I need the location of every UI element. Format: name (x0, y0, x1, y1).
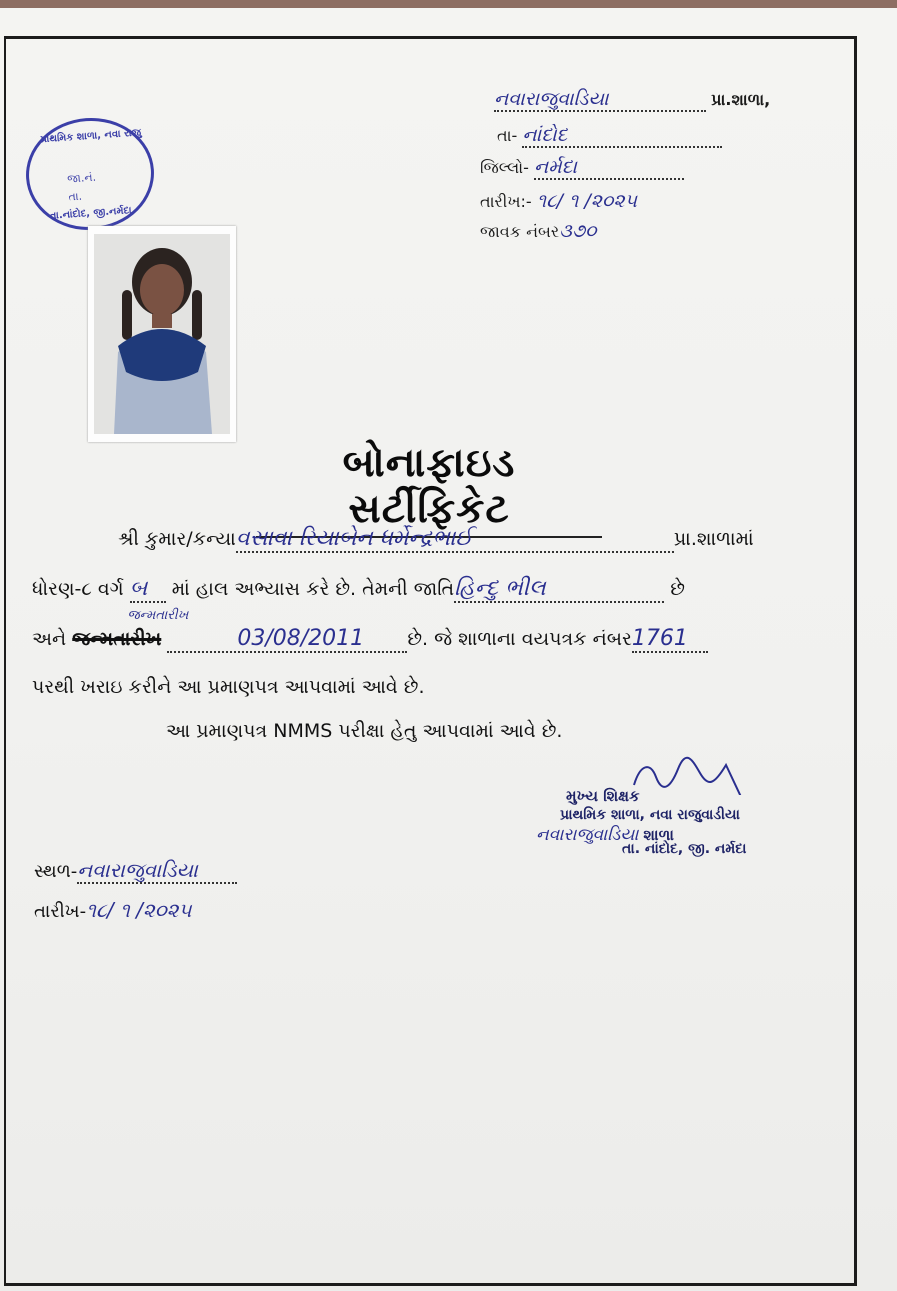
signature-scribble-icon (630, 755, 750, 795)
footer-date-handwritten: ૧૮/ ૧ /૨૦૨૫ (86, 898, 192, 922)
body-l3-mid: છે. જે શાળાના વયપત્રક નંબર (407, 628, 632, 650)
footer-date-label: તારીખ- (34, 901, 87, 922)
body-line-2 (32, 576, 685, 603)
school-name-handwritten: નવારાજુવાડિયા (494, 88, 706, 112)
body-line-5: આ પ્રમાણપત્ર NMMS પરીક્ષા હેતુ આપવામાં આવે છે. (166, 720, 563, 742)
caste-handwritten: હિન્દુ ભીલ (454, 576, 664, 603)
district-handwritten: નર્મદા (534, 156, 684, 180)
signature-school-handwritten: નવારાજુવાડિયા (536, 825, 639, 845)
body-line-3 (32, 608, 708, 653)
header-outward-line (480, 220, 596, 242)
header-school-line (494, 88, 770, 112)
header-taluka-line (497, 124, 722, 148)
division-handwritten: બ (130, 576, 166, 603)
signature-block (530, 755, 830, 855)
outward-label: જાવક નંબર (480, 222, 560, 241)
footer-date-line (34, 898, 192, 922)
dob-value: 03/08/2011 (237, 626, 365, 651)
signature-address: તા. નાંદોદ, જી. નર્મદા (622, 841, 747, 857)
student-name-handwritten: વસાવા રિયાબેન ધર્મેન્દ્રભાઈ (236, 526, 674, 553)
background-strip (0, 0, 897, 8)
stamp-inner (67, 169, 98, 207)
stamp-line-1: જા.નં. (66, 170, 97, 186)
stamp-bottom-text: તા.નાંદોદ, જી.નર્મદા (49, 205, 132, 222)
body-l2-mid: માં હાલ અભ્યાસ કરે છે. તેમની જાતિ (171, 578, 455, 600)
body-l1-prefix: શ્રી કુમાર/કન્યા (118, 528, 236, 550)
student-photo-image (94, 234, 230, 434)
register-handwritten: 1761 (632, 626, 708, 653)
body-l1-suffix: પ્રા.શાળામાં (673, 528, 754, 550)
place-handwritten: નવારાજુવાડિયા (77, 858, 237, 884)
body-l2-std: ધોરણ-૮ વર્ગ (32, 578, 124, 600)
student-photo (88, 226, 236, 442)
header-date-line (480, 190, 637, 212)
dob-label-handwritten: જન્મતારીખ (127, 608, 189, 623)
outward-handwritten: ૩૭૦ (559, 220, 597, 242)
place-label: સ્થળ- (34, 861, 78, 882)
taluka-label: તા- (497, 126, 518, 145)
taluka-handwritten: નાંદોદ (522, 124, 722, 148)
header-district-line (480, 156, 684, 180)
footer-place-line (34, 858, 237, 884)
date-handwritten: ૧૮/ ૧ /૨૦૨૫ (536, 190, 637, 212)
dob-handwritten (127, 608, 407, 653)
body-line-1 (118, 526, 754, 553)
body-l3-prefix: અને (32, 628, 67, 650)
signature-role: મુખ્ય શિક્ષક (566, 787, 640, 805)
district-label: જિલ્લો- (480, 158, 529, 177)
page-border (4, 36, 857, 1286)
body-l2-end: છે (670, 578, 685, 600)
body-line-4: પરથી ખરાઇ કરીને આ પ્રમાણપત્ર આપવામાં આવે છે. (32, 676, 425, 698)
date-label: તારીખ:- (480, 192, 532, 211)
stamp-top-text: પ્રાથમિક શાળા, નવા રાજુ (40, 127, 142, 146)
signature-school: પ્રાથમિક શાળા, નવા રાજુવાડીયા (560, 807, 740, 823)
stamp-line-2: તા. (68, 189, 83, 204)
school-suffix: પ્રા.શાળા, (711, 90, 771, 109)
struck-word: જન્મતારીખ (72, 628, 162, 650)
certificate-title: બોનાફાઇડ સર્ટીફિકેટ (256, 440, 602, 538)
signature-suffix: શાળા (643, 826, 674, 844)
